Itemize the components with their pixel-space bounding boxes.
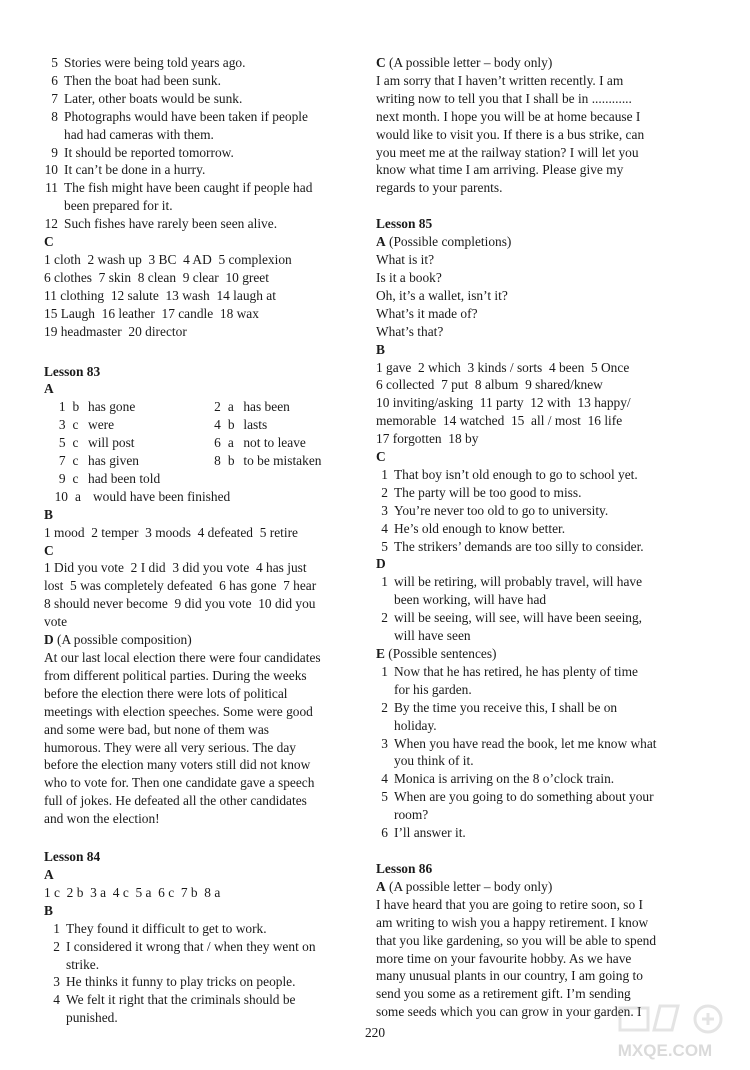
list-item bbox=[376, 717, 704, 735]
lesson-83-section-a-table bbox=[50, 398, 362, 488]
list-item bbox=[376, 770, 704, 788]
lesson-83-section-b-heading: B bbox=[44, 506, 53, 522]
item-text: The strikers’ demands are too silly to consider. bbox=[394, 538, 644, 554]
section-d-letter: D bbox=[44, 632, 54, 648]
list-item bbox=[44, 956, 362, 974]
lesson-83-section-a-heading: A bbox=[44, 381, 54, 397]
item-text: Such fishes have rarely been seen alive. bbox=[64, 216, 278, 232]
item-text: you think of it. bbox=[394, 753, 474, 769]
letter-line: I have heard that you are going to retire soon, so I bbox=[376, 896, 643, 912]
section-e-letter: E bbox=[376, 646, 385, 661]
lesson-84-section-b-answers bbox=[44, 920, 362, 1027]
table-cell: c bbox=[72, 470, 79, 486]
lesson-85-section-b-answers bbox=[376, 359, 704, 449]
letter-line: more time on your favourite hobby. As we have bbox=[376, 950, 632, 966]
item-text: We felt it right that the criminals should be bbox=[66, 992, 296, 1008]
item-text: When you have read the book, let me know what bbox=[394, 735, 657, 751]
item-text: punished. bbox=[66, 1010, 118, 1026]
page-number: 220 bbox=[364, 1025, 386, 1040]
item-number: 6 bbox=[381, 825, 388, 841]
list-item bbox=[44, 179, 362, 197]
letter-line: some seeds which you can grow in your garden. I bbox=[376, 1004, 642, 1020]
list-item bbox=[376, 735, 704, 753]
lesson-83-section-c-heading: C bbox=[44, 542, 54, 558]
table-cell: to be mistaken bbox=[243, 453, 322, 469]
list-item bbox=[44, 126, 362, 144]
item-text: for his garden. bbox=[394, 681, 472, 697]
list-item bbox=[44, 920, 362, 938]
answer-line: 10 inviting/asking 11 party 12 with 13 happy/ bbox=[376, 395, 631, 411]
item-text: had had cameras with them. bbox=[64, 126, 214, 142]
letter-line: next month. I hope you will be at home because I bbox=[376, 108, 641, 124]
lesson-85-section-e-heading-line bbox=[376, 645, 704, 663]
letter-line: am writing to wish you a happy retirement. I know bbox=[376, 914, 649, 930]
table-cell bbox=[228, 470, 244, 488]
answer-line: 17 forgotten 18 by bbox=[376, 431, 479, 447]
composition-line: and won the election! bbox=[44, 811, 160, 827]
list-item bbox=[44, 973, 362, 991]
answer-line: 1 cloth 2 wash up 3 BC 4 AD 5 complexion bbox=[44, 251, 292, 267]
item-text: Stories were being told years ago. bbox=[64, 55, 246, 70]
letter-line: many unusual plants in our country, I am going to bbox=[376, 968, 643, 984]
answer-line: lost 5 was completely defeated 6 has gone 7 hear bbox=[44, 578, 317, 594]
item-text: will be seeing, will see, will have been seeing, bbox=[394, 610, 643, 626]
lesson-83-title: Lesson 83 bbox=[44, 363, 101, 379]
lesson-86-section-a-heading-line bbox=[376, 878, 704, 896]
lesson-85-section-e-sentences bbox=[376, 663, 704, 842]
list-item bbox=[376, 788, 704, 806]
answer-line: 19 headmaster 20 director bbox=[44, 323, 187, 339]
section-c-note: (A possible letter – body only) bbox=[385, 55, 553, 70]
watermark-text: MXQE.COM bbox=[617, 1041, 713, 1060]
lesson-85-section-b-heading: B bbox=[376, 341, 385, 357]
composition-line: humorous. They were all very serious. The day bbox=[44, 739, 297, 755]
item-number: 10 bbox=[44, 162, 58, 178]
answer-line: 6 collected 7 put 8 album 9 shared/knew bbox=[376, 377, 603, 393]
answer-line: vote bbox=[44, 614, 68, 630]
list-item bbox=[376, 591, 704, 609]
section-a-note: (Possible completions) bbox=[385, 234, 512, 250]
item-number: 5 bbox=[381, 789, 388, 805]
composition-line: and some were bad, but none of them was bbox=[44, 721, 269, 737]
list-item bbox=[376, 609, 704, 627]
composition-line: from different political parties. During the weeks bbox=[44, 667, 307, 683]
section-a-letter: A bbox=[376, 878, 386, 894]
completion-line: What’s that? bbox=[376, 323, 444, 339]
item-number: 5 bbox=[381, 538, 388, 554]
section-e-note: (Possible sentences) bbox=[384, 646, 497, 661]
item-number: 4 bbox=[381, 520, 388, 536]
table-cell: not to leave bbox=[243, 435, 306, 451]
lesson-86-title: Lesson 86 bbox=[376, 860, 433, 876]
lesson-84-section-a-answers: 1 c 2 b 3 a 4 c 5 a 6 c 7 b 8 a bbox=[44, 884, 221, 900]
section-d-note: (A possible composition) bbox=[53, 632, 192, 648]
item-number: 8 bbox=[51, 108, 58, 124]
item-text: I’ll answer it. bbox=[394, 825, 466, 841]
table-cell: c bbox=[72, 417, 79, 433]
table-cell: b bbox=[227, 417, 235, 433]
letter-line: that you like gardening, so you will be able to spend bbox=[376, 932, 657, 948]
right-column bbox=[376, 54, 704, 1021]
list-item bbox=[376, 806, 704, 824]
list-item bbox=[44, 161, 362, 179]
item-text: been prepared for it. bbox=[64, 198, 173, 214]
item-number: 2 bbox=[53, 938, 60, 954]
lesson-83-section-c-answers bbox=[44, 559, 362, 631]
item-text: They found it difficult to get to work. bbox=[66, 920, 267, 936]
item-text: You’re never too old to go to university. bbox=[394, 502, 609, 518]
table-cell: b bbox=[227, 453, 235, 469]
lesson-83-composition bbox=[44, 649, 362, 828]
lesson-85-section-d-heading: D bbox=[376, 556, 386, 572]
lesson-84-title: Lesson 84 bbox=[44, 849, 101, 865]
item-text: It should be reported tomorrow. bbox=[64, 144, 234, 160]
answer-line: 6 clothes 7 skin 8 clean 9 clear 10 greet bbox=[44, 269, 269, 285]
item-number: 1 bbox=[53, 920, 60, 936]
lesson-85-section-d-answers bbox=[376, 573, 704, 645]
item-number: 9 bbox=[51, 144, 58, 160]
list-item bbox=[44, 90, 362, 108]
section-a-note: (A possible letter – body only) bbox=[385, 878, 553, 894]
lesson-82-section-c-heading: C bbox=[44, 234, 54, 250]
table-cell: a bbox=[227, 399, 234, 415]
item-text: That boy isn’t old enough to go to school yet. bbox=[394, 466, 638, 482]
item-number: 5 bbox=[51, 55, 58, 70]
list-item bbox=[44, 991, 362, 1009]
table-cell: c bbox=[72, 435, 79, 451]
completion-line: Is it a book? bbox=[376, 269, 442, 285]
list-item bbox=[376, 520, 704, 538]
completion-line: Oh, it’s a wallet, isn’t it? bbox=[376, 287, 508, 303]
table-cell: has been bbox=[243, 399, 290, 415]
table-cell bbox=[205, 470, 228, 488]
lesson-85-section-c-heading: C bbox=[376, 449, 386, 465]
list-item bbox=[44, 215, 362, 233]
list-item bbox=[376, 681, 704, 699]
item-text: I considered it wrong that / when they went on bbox=[66, 938, 316, 954]
item-text: By the time you receive this, I shall be on bbox=[394, 699, 618, 715]
item-text: Then the boat had been sunk. bbox=[64, 72, 221, 88]
table-cell: c bbox=[72, 453, 79, 469]
item-number: 1 bbox=[381, 466, 388, 482]
list-item bbox=[376, 699, 704, 717]
letter-line: know what time I am arriving. Please give my bbox=[376, 162, 624, 178]
table-cell: 2 bbox=[214, 399, 221, 415]
item-number: 2 bbox=[381, 699, 388, 715]
table-cell: a bbox=[227, 435, 234, 451]
answer-line: 1 gave 2 which 3 kinds / sorts 4 been 5 Once bbox=[376, 359, 630, 375]
letter-line: I am sorry that I haven’t written recently. I am bbox=[376, 72, 624, 88]
table-row bbox=[50, 470, 362, 488]
table-cell: b bbox=[72, 399, 80, 415]
list-item bbox=[376, 484, 704, 502]
table-cell: has gone bbox=[88, 399, 136, 415]
answer-line: 1 Did you vote 2 I did 3 did you vote 4 has just bbox=[44, 560, 307, 576]
table-cell: 3 bbox=[58, 417, 66, 433]
answer-line: 15 Laugh 16 leather 17 candle 18 wax bbox=[44, 305, 259, 321]
letter-line: regards to your parents. bbox=[376, 180, 503, 196]
list-item bbox=[376, 627, 704, 645]
table-cell: 4 bbox=[214, 417, 221, 433]
letter-line: writing now to tell you that I shall be in ............ bbox=[376, 90, 632, 106]
list-item bbox=[376, 466, 704, 484]
item-number: 3 bbox=[381, 735, 388, 751]
item-number: 4 bbox=[381, 771, 388, 787]
item-text: will have seen bbox=[394, 628, 471, 644]
item-number: 3 bbox=[53, 974, 60, 990]
row-letter: a bbox=[75, 488, 81, 504]
lesson-84-section-a-heading: A bbox=[44, 866, 54, 882]
table-cell: 7 bbox=[58, 453, 66, 469]
item-number: 2 bbox=[381, 610, 388, 626]
list-item bbox=[376, 573, 704, 591]
item-number: 6 bbox=[51, 72, 58, 88]
lesson-84-letter bbox=[376, 72, 704, 197]
item-text: Later, other boats would be sunk. bbox=[64, 90, 243, 106]
item-text: He’s old enough to know better. bbox=[394, 520, 566, 536]
left-column bbox=[44, 54, 362, 1027]
list-item bbox=[44, 144, 362, 162]
answer-line: 8 should never become 9 did you vote 10 did you bbox=[44, 596, 316, 612]
letter-line: you meet me at the railway station? I will let you bbox=[376, 144, 639, 160]
list-item bbox=[44, 197, 362, 215]
lesson-84-section-b-heading: B bbox=[44, 902, 53, 918]
list-item bbox=[376, 663, 704, 681]
table-cell: 5 bbox=[58, 435, 66, 451]
composition-line: At our last local election there were four candidates bbox=[44, 650, 321, 665]
table-row bbox=[50, 416, 362, 434]
item-text: Now that he has retired, he has plenty of time bbox=[394, 663, 638, 679]
item-number: 3 bbox=[381, 502, 388, 518]
completion-line: What’s it made of? bbox=[376, 305, 478, 321]
composition-line: before the election there were lots of political bbox=[44, 685, 288, 701]
list-item bbox=[44, 938, 362, 956]
list-item bbox=[376, 824, 704, 842]
completion-line: What is it? bbox=[376, 252, 435, 268]
table-cell bbox=[243, 470, 362, 488]
lesson-82-section-c-answers bbox=[44, 251, 362, 341]
table-cell: had been told bbox=[88, 470, 161, 486]
item-text: been working, will have had bbox=[394, 592, 547, 608]
list-item bbox=[376, 538, 704, 556]
lesson-84-section-c-heading-line bbox=[376, 54, 704, 72]
table-cell: 8 bbox=[214, 453, 221, 469]
table-cell: will post bbox=[88, 435, 135, 451]
composition-line: full of jokes. He defeated all the other candidates bbox=[44, 793, 307, 809]
composition-line: who to vote for. Then one candidate gave a speech bbox=[44, 775, 315, 791]
lesson-85-title: Lesson 85 bbox=[376, 216, 433, 232]
list-item bbox=[44, 72, 362, 90]
lesson-82-continued-list bbox=[44, 54, 362, 233]
table-row bbox=[50, 398, 362, 416]
table-cell: 6 bbox=[214, 435, 221, 451]
list-item bbox=[44, 54, 362, 72]
row-number: 10 bbox=[54, 488, 68, 504]
list-item bbox=[376, 502, 704, 520]
item-text: It can’t be done in a hurry. bbox=[64, 162, 206, 178]
table-row bbox=[50, 434, 362, 452]
item-text: strike. bbox=[66, 956, 100, 972]
item-text: Photographs would have been taken if people bbox=[64, 108, 308, 124]
watermark-logo bbox=[590, 1000, 740, 1064]
section-c-letter: C bbox=[376, 55, 386, 70]
item-text: The fish might have been caught if people had bbox=[64, 180, 313, 196]
lesson-85-section-a-heading-line bbox=[376, 233, 704, 251]
item-text: room? bbox=[394, 807, 429, 823]
answer-line: 11 clothing 12 salute 13 wash 14 laugh at bbox=[44, 287, 276, 303]
item-number: 1 bbox=[381, 663, 388, 679]
item-number: 4 bbox=[53, 992, 60, 1008]
item-text: When are you going to do something about your bbox=[394, 789, 654, 805]
composition-line: before the election many voters still did not know bbox=[44, 757, 311, 773]
list-item bbox=[44, 108, 362, 126]
lesson-85-section-c-answers bbox=[376, 466, 704, 556]
lesson-83-section-a-last-row bbox=[44, 488, 362, 506]
item-number: 1 bbox=[381, 574, 388, 590]
item-text: will be retiring, will probably travel, will have bbox=[394, 574, 643, 590]
table-cell: has given bbox=[88, 453, 139, 469]
section-a-letter: A bbox=[376, 234, 386, 250]
item-number: 7 bbox=[51, 90, 58, 106]
lesson-83-section-b-answers: 1 mood 2 temper 3 moods 4 defeated 5 retire bbox=[44, 524, 298, 540]
table-cell: were bbox=[88, 417, 115, 433]
row-answer: would have been finished bbox=[93, 488, 231, 504]
item-text: Monica is arriving on the 8 o’clock train. bbox=[394, 771, 615, 787]
lesson-85-section-a-completions bbox=[376, 251, 704, 341]
table-cell: lasts bbox=[243, 417, 268, 433]
item-number: 12 bbox=[44, 216, 58, 232]
letter-line: would like to visit you. If there is a bus strike, can bbox=[376, 126, 645, 142]
table-row bbox=[50, 452, 362, 470]
lesson-83-section-d-heading-line bbox=[44, 631, 362, 649]
item-text: The party will be too good to miss. bbox=[394, 484, 582, 500]
table-cell: 1 bbox=[58, 399, 66, 415]
list-item bbox=[376, 752, 704, 770]
item-number: 11 bbox=[45, 180, 58, 196]
answer-line: memorable 14 watched 15 all / most 16 life bbox=[376, 413, 623, 429]
composition-line: meetings with election speeches. Some were good bbox=[44, 703, 313, 719]
table-cell: 9 bbox=[58, 470, 66, 486]
item-number: 2 bbox=[381, 484, 388, 500]
item-text: He thinks it funny to play tricks on people. bbox=[66, 974, 296, 990]
letter-line: send you some as a retirement gift. I’m sending bbox=[376, 986, 631, 1002]
item-text: holiday. bbox=[394, 717, 437, 733]
